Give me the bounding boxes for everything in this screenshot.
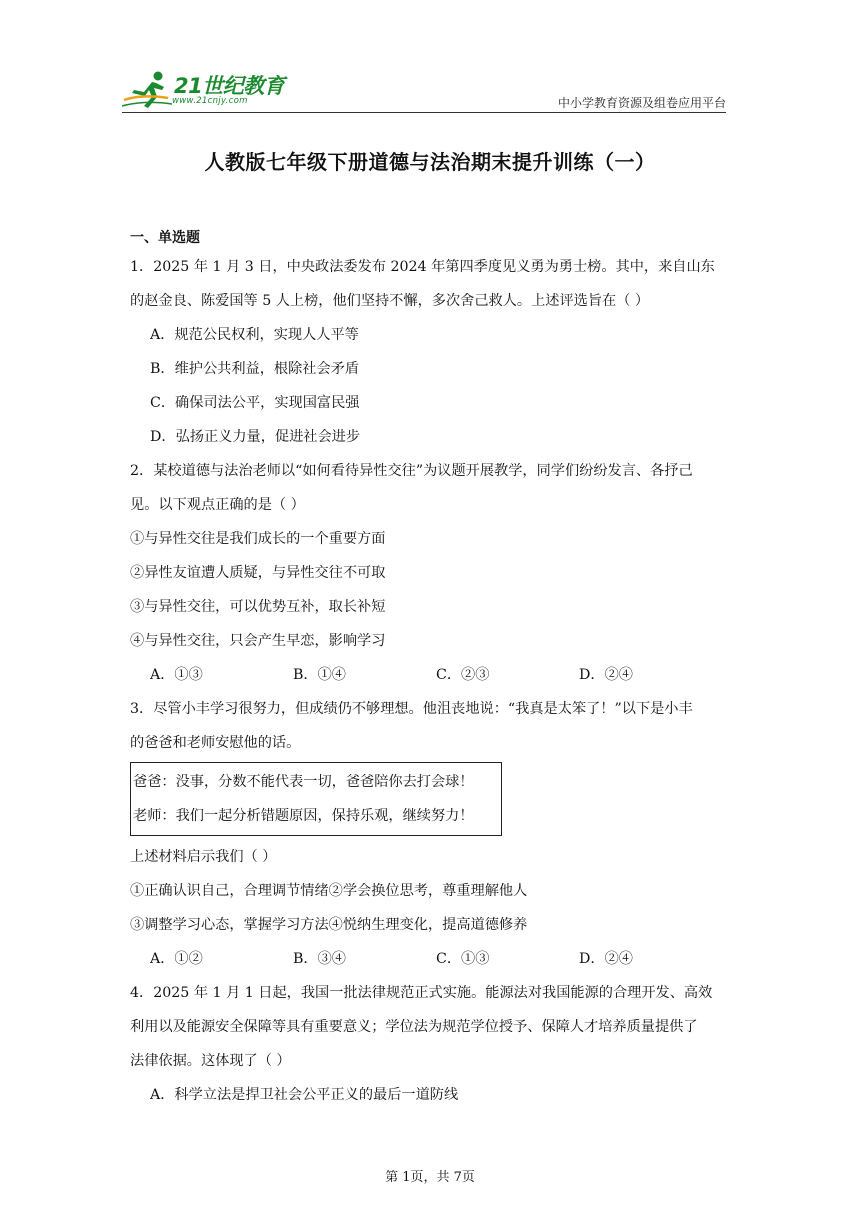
question-text: 法律依据。这体现了（ ）: [130, 1053, 291, 1069]
page-footer: 第 1页，共 7页: [385, 1170, 475, 1185]
question-text: 2．某校道德与法治老师以“如何看待异性交往”为议题开展教学，同学们纷纷发言、各抒己: [130, 463, 693, 479]
question-3: [130, 692, 730, 976]
option-a: A．规范公民权利，实现人人平等: [150, 327, 359, 343]
page-header: [122, 66, 726, 116]
option-a: A．①②: [150, 951, 203, 967]
option-d: D．②④: [579, 667, 633, 683]
statements-3-4: ③调整学习心态，掌握学习方法④悦纳生理变化，提高道德修养: [130, 917, 528, 933]
question-text: 4．2025 年 1 月 1 日起，我国一批法律规范正式实施。能源法对我国能源的合理开发、高效: [130, 985, 713, 1001]
statement-3: ③与异性交往，可以优势互补，取长补短: [130, 599, 386, 615]
question-text: 3．尽管小丰学习很努力，但成绩仍不够理想。他沮丧地说：“我真是太笨了！”以下是小丰: [130, 701, 693, 717]
question-prompt: 上述材料启示我们（ ）: [130, 849, 277, 865]
statement-1: ①与异性交往是我们成长的一个重要方面: [130, 531, 386, 547]
option-d: D．②④: [579, 951, 633, 967]
option-a: A．科学立法是捍卫社会公平正义的最后一道防线: [150, 1087, 459, 1103]
question-text: 见。以下观点正确的是（ ）: [130, 497, 305, 513]
section-heading: 一、单选题: [130, 230, 200, 246]
logo-url: www.21cnjy.com: [172, 96, 248, 106]
logo-text: 21世纪教育: [174, 74, 285, 98]
options-row: [130, 942, 730, 976]
logo: [122, 66, 302, 114]
option-b: B．③④: [293, 951, 346, 967]
question-4: [130, 976, 730, 1112]
option-d: D．弘扬正义力量，促进社会进步: [150, 429, 361, 445]
platform-tagline: 中小学教育资源及组卷应用平台: [557, 96, 726, 110]
question-text: 利用以及能源安全保障等具有重要意义；学位法为规范学位授予、保障人才培养质量提供了: [130, 1019, 698, 1035]
material-box: [130, 762, 502, 836]
question-text: 的赵金良、陈爱国等 5 人上榜，他们坚持不懈，多次舍己救人。上述评选旨在（ ）: [130, 293, 650, 309]
question-text: 1．2025 年 1 月 3 日，中央政法委发布 2024 年第四季度见义勇为勇士榜。其中，来自山东: [130, 259, 715, 275]
exam-content: [130, 226, 730, 1112]
material-teacher: 老师：我们一起分析错题原因，保持乐观，继续努力！: [133, 808, 474, 824]
question-text: 的爸爸和老师安慰他的话。: [130, 735, 301, 751]
material-dad: 爸爸：没事，分数不能代表一切，爸爸陪你去打会球！: [133, 774, 474, 790]
page-title: 人教版七年级下册道德与法治期末提升训练（一）: [204, 150, 656, 174]
statement-2: ②异性友谊遭人质疑，与异性交往不可取: [130, 565, 386, 581]
option-c: C．确保司法公平，实现国富民强: [150, 395, 360, 411]
statement-4: ④与异性交往，只会产生早恋，影响学习: [130, 633, 386, 649]
question-2: [130, 454, 730, 692]
statements-1-2: ①正确认识自己，合理调节情绪②学会换位思考，尊重理解他人: [130, 883, 528, 899]
option-c: C．①③: [436, 951, 490, 967]
question-1: [130, 250, 730, 454]
runner-logo-icon: [122, 70, 174, 110]
option-c: C．②③: [436, 667, 490, 683]
option-b: B．①④: [293, 667, 346, 683]
options-row: [130, 658, 730, 692]
option-b: B．维护公共利益，根除社会矛盾: [150, 361, 360, 377]
header-divider: [122, 112, 726, 113]
option-a: A．①③: [150, 667, 203, 683]
